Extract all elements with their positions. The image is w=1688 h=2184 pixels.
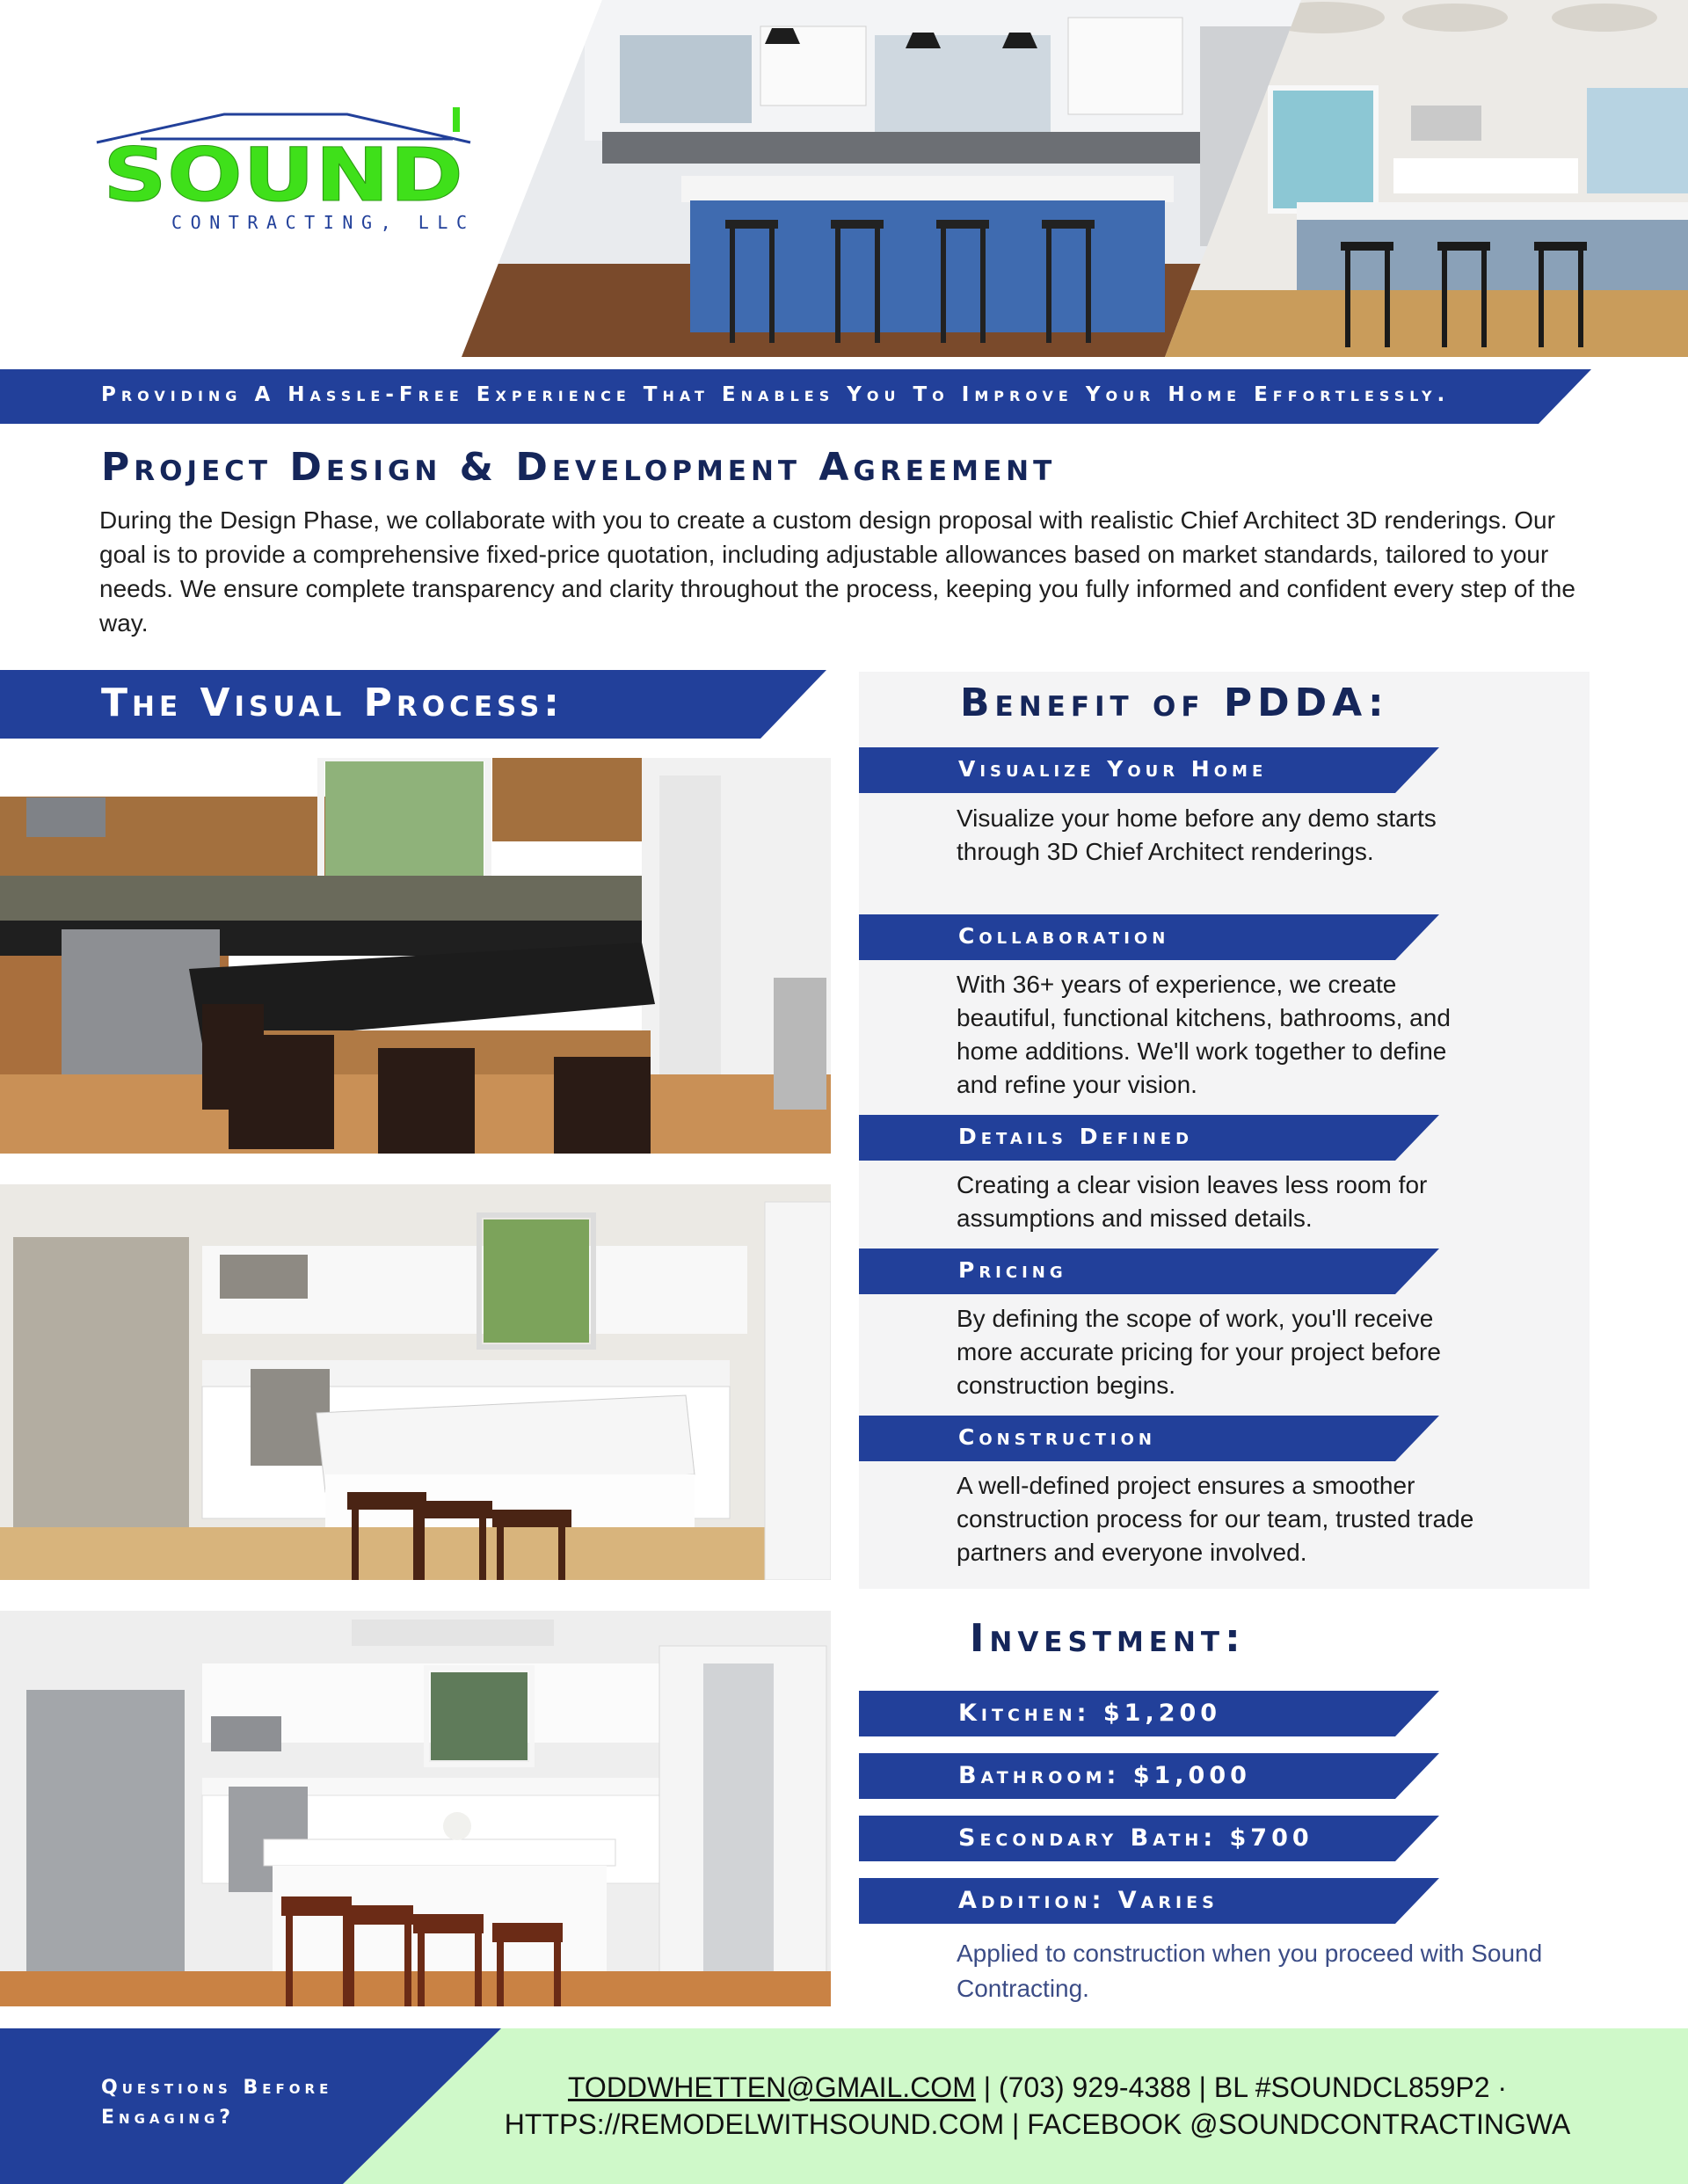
footer-question: Questions Before Engaging? (101, 2077, 333, 2129)
benefit-title-pricing: Pricing (958, 1257, 1067, 1283)
benefit-body-visualize: Visualize your home before any demo starts through 3D Chief Architect renderings. (957, 804, 1437, 865)
investment-note: Applied to construction when you proceed with Sound Contracting. (957, 1940, 1543, 2002)
rendering-photo (0, 1184, 831, 1580)
benefit-body-pricing: By defining the scope of work, you'll receive more accurate pricing for your project before construction begins. (957, 1305, 1441, 1399)
separator: | (1004, 2108, 1028, 2140)
investment-kitchen: Kitchen: $1,200 (958, 1700, 1222, 1727)
investment-bathroom: Bathroom: $1,000 (958, 1762, 1251, 1789)
footer-contact-line-2 (492, 2108, 1582, 2141)
company-logo (92, 106, 488, 237)
business-license: BL #SOUNDCL859P2 · (1213, 2071, 1508, 2103)
benefit-title-construction: Construction (958, 1424, 1156, 1450)
svg-text:SOUND: SOUND (103, 132, 463, 218)
investment-addition: Addition: Varies (958, 1887, 1219, 1914)
website-link[interactable]: HTTPS://REMODELWITHSOUND.COM (504, 2108, 1005, 2140)
tagline-text: Providing A Hassle-Free Experience That Enables You To Improve Your Home Effortlessly. (101, 383, 1451, 406)
facebook-link[interactable]: FACEBOOK @SOUNDCONTRACTINGWA (1027, 2108, 1571, 2140)
page-title: Project Design & Development Agreement (101, 445, 1057, 490)
after-photo (0, 1611, 831, 2006)
benefit-ribbon-pricing (859, 1249, 1439, 1294)
benefit-body-construction: A well-defined project ensures a smoother construction process for our team, trusted trade partners and everyone involved. (957, 1472, 1474, 1566)
benefit-title-details: Details Defined (958, 1124, 1194, 1149)
investment-title: Investment: (970, 1616, 1246, 1661)
intro-paragraph: During the Design Phase, we collaborate with you to create a custom design proposal with realistic Chief Architect 3D renderings. Our goal is to provide a comprehensive fixed-price quotation, including adjustable allowances based on market standards, tailored to your needs. We ensure complete transparency and clarity throughout the process, keeping you fully informed and confident every step of the way. (99, 506, 1575, 637)
benefit-body-details: Creating a clear vision leaves less room for assumptions and missed details. (957, 1171, 1428, 1232)
svg-text:CONTRACTING, LLC: CONTRACTING, LLC (171, 212, 470, 233)
visual-process-title: The Visual Process: (101, 681, 564, 725)
email-link[interactable]: TODDWHETTEN@GMAIL.COM (567, 2071, 976, 2103)
benefits-title: Benefit of PDDA: (960, 681, 1389, 725)
benefit-title-visualize: Visualize Your Home (958, 756, 1268, 782)
footer-contact-line-1 (492, 2071, 1582, 2104)
before-photo (0, 758, 831, 1154)
hero-kitchen-photo (462, 0, 1306, 357)
phone-number[interactable]: (703) 929-4388 (998, 2071, 1191, 2103)
benefit-title-collaboration: Collaboration (958, 923, 1170, 949)
separator: | (975, 2071, 999, 2103)
separator: | (1190, 2071, 1214, 2103)
benefit-body-collaboration: With 36+ years of experience, we create beautiful, functional kitchens, bathrooms, and home additions. We'll work together to define and refine your vision. (957, 971, 1451, 1098)
investment-secondary-bath: Secondary Bath: $700 (958, 1824, 1313, 1852)
